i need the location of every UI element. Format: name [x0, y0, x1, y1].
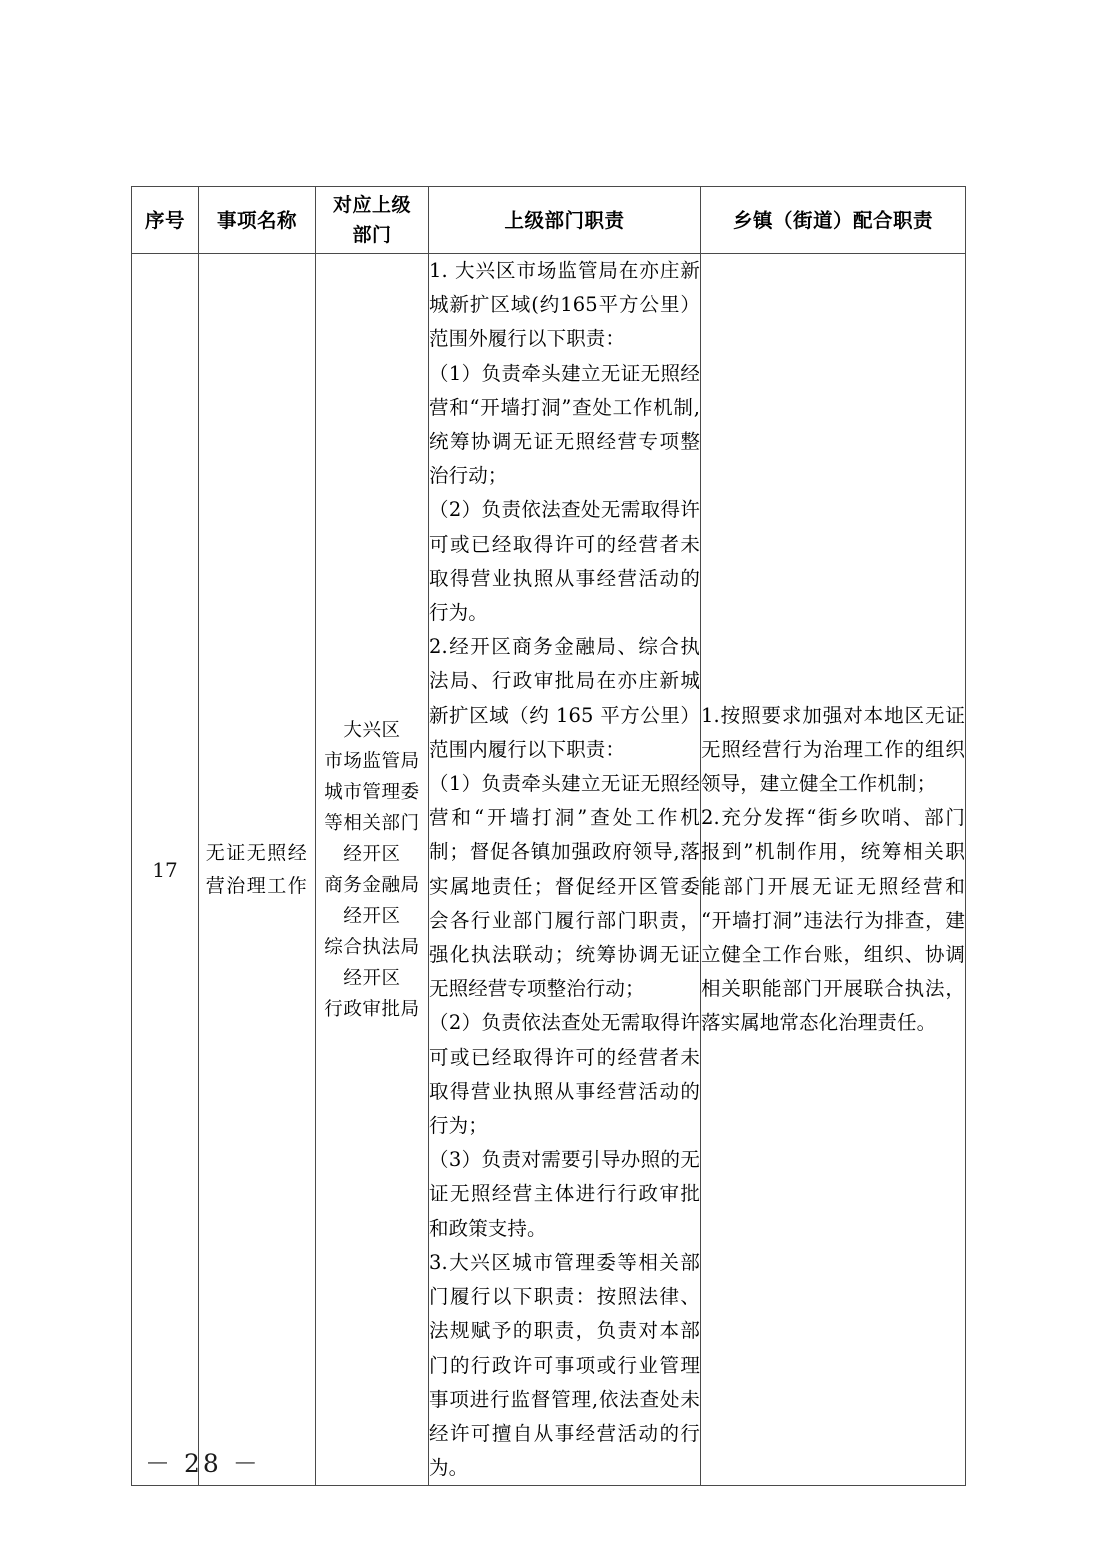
duty-paragraph: （2）负责依法查处无需取得许可或已经取得许可的经营者未取得营业执照从事经营活动的行为； [429, 1011, 700, 1138]
cell-upper-department-duties [429, 254, 701, 1486]
department-line: 城市管理委 [324, 781, 420, 803]
column-header-upper-department-line2: 部门 [352, 224, 392, 246]
department-line: 行政审批局 [324, 998, 420, 1020]
table-row [132, 254, 966, 1486]
department-line: 综合执法局 [324, 936, 420, 958]
responsibility-table [131, 186, 966, 1486]
duty-paragraph: （1）负责牵头建立无证无照经营和“开墙打洞”查处工作机制,统筹协调无证无照经营专项整治行动； [429, 361, 700, 488]
cell-upper-department [316, 254, 429, 1486]
duty-paragraph: （2）负责依法查处无需取得许可或已经取得许可的经营者未取得营业执照从事经营活动的行为。 [429, 498, 700, 625]
duty-paragraph: 1. 大兴区市场监管局在亦庄新城新扩区域(约165平方公里）范围外履行以下职责： [429, 259, 700, 351]
department-line: 大兴区 [343, 719, 401, 741]
township-duty-paragraph: 1.按照要求加强对本地区无证无照经营行为治理工作的组织领导，建立健全工作机制； [701, 703, 965, 796]
department-line: 等相关部门 [324, 812, 420, 834]
department-line: 经开区 [343, 905, 401, 927]
column-header-upper-department-line1: 对应上级 [332, 194, 411, 216]
column-header-township-duties: 乡镇（街道）配合职责 [701, 187, 966, 254]
cell-township-duties [701, 254, 966, 1486]
department-line: 经开区 [343, 843, 401, 865]
duty-paragraph: 3.大兴区城市管理委等相关部门履行以下职责：按照法律、法规赋予的职责，负责对本部门的行政许可事项或行业管理事项进行监督管理,依法查处未经许可擅自从事经营活动的行为。 [429, 1250, 700, 1480]
page-number: － 28 － [145, 1449, 261, 1478]
department-line: 市场监管局 [324, 750, 420, 772]
column-header-upper-department [316, 187, 429, 254]
column-header-seq: 序号 [132, 187, 199, 254]
cell-sequence-number: 17 [132, 254, 199, 1486]
duty-paragraph: （1）负责牵头建立无证无照经营和“开墙打洞”查处工作机制；督促各镇加强政府领导,落实属地责任；督促经开区管委会各行业部门履行部门职责，强化执法联动；统筹协调无证无照经营专项整治行动； [429, 772, 700, 1001]
column-header-item-name: 事项名称 [199, 187, 316, 254]
table-header-row [132, 187, 966, 254]
duty-paragraph: 2.经开区商务金融局、综合执法局、行政审批局在亦庄新城新扩区域（约 165 平方公里）范围内履行以下职责： [429, 635, 700, 761]
column-header-upper-duties: 上级部门职责 [429, 187, 701, 254]
duty-paragraph: （3）负责对需要引导办照的无证无照经营主体进行行政审批和政策支持。 [429, 1148, 700, 1240]
department-line: 商务金融局 [324, 874, 420, 896]
township-duty-paragraph: 2.充分发挥“街乡吹哨、部门报到”机制作用，统筹相关职能部门开展无证无照经营和“开墙打洞”违法行为排查，建立健全工作台账，组织、协调相关职能部门开展联合执法，落实属地常态化治理责任。 [701, 806, 965, 1035]
department-line: 经开区 [343, 967, 401, 989]
cell-item-name: 无证无照经营治理工作 [199, 254, 316, 1486]
